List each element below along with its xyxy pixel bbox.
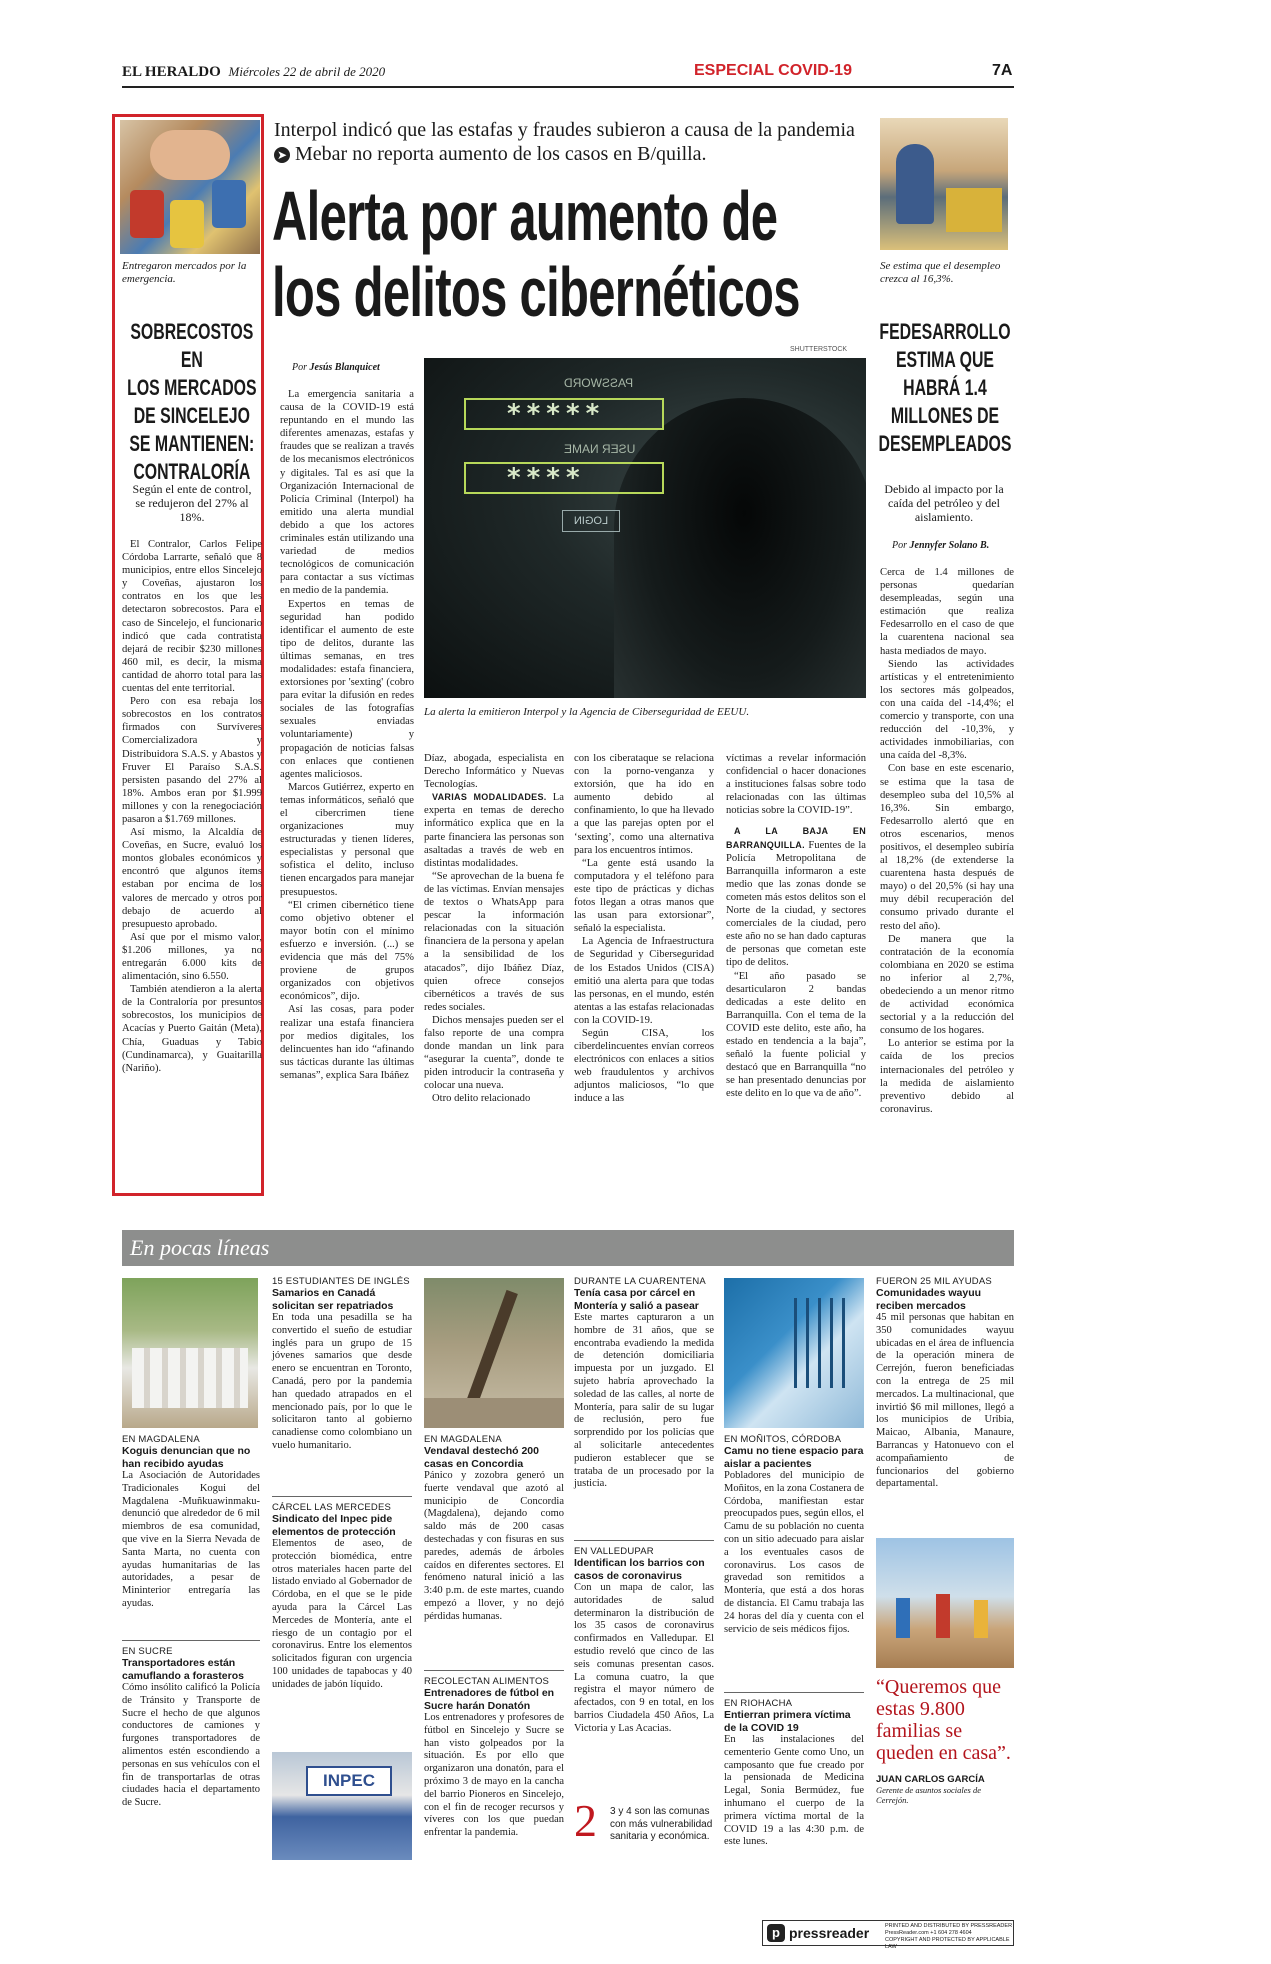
brief-title: Koguis denuncian que no han recibido ayudas [122,1445,251,1470]
brief-camu [724,1434,864,1636]
groceries-photo [120,120,260,254]
quote-box [876,1676,1014,1805]
inpec-building-photo [272,1752,412,1860]
paragraph-text: La experta en temas de derecho informático explica que en la parte financiera las personas son asaltadas a través de web en distintas modalidades. [424,792,564,869]
pressreader-info [885,1923,1013,1951]
main-photo-caption: La alerta la emitieron Interpol y la Agencia de Ciberseguridad de EEUU. [424,706,750,718]
can-yellow [170,200,204,248]
byline-prefix: Por [892,540,907,551]
pressreader-brand: pressreader [789,1925,870,1941]
username-field-art: **** [464,462,664,494]
brief-kicker: RECOLECTAN ALIMENTOS [424,1676,550,1687]
brief-title: Entrenadores de fútbol en Sucre harán Donatón [424,1687,555,1712]
brief-divider [424,1670,564,1671]
brief-kicker: EN SUCRE [122,1646,173,1657]
sidebar-right-headline [878,318,1012,458]
brief-title: Camu no tiene espacio para aislar a pacientes [724,1445,864,1470]
brief-text: Pánico y zozobra generó un fuerte vendaval que azotó al municipio de Concordia (Magdalena), dejando como saldo más de 200 casas destechadas y con fisuras en sus paredes, además de árboles caídos en diferentes sectores. El fenómeno natural inició a las 3:40 p.m. de este martes, cuando empezó a llover, y no dejó pérdidas humanas. [424,1470,564,1622]
byline-prefix: Por [292,362,307,373]
page-number: 7A [992,62,1013,79]
sidebar-left-headline-l1: SOBRECOSTOS EN [130,319,254,372]
brief-kicker: CÁRCEL LAS MERCEDES [272,1502,392,1513]
brief-samarios [272,1276,412,1453]
main-headline-l2: los delitos cibernéticos [272,253,800,331]
brief-divider [574,1540,714,1541]
paragraph: Dichos mensajes pueden ser el falso reporte de una compra donde mandan un link para “asegurar la cuenta”, donde te piden introducir la contraseña y colocar una nueva. [424,1014,564,1092]
brief-text: En toda una pesadilla se ha convertido el sueño de estudiar inglés para un grupo de 15 jóvenes samarios que desde enero se encuentran en Toronto, Canadá, pero por la pandemia han quedado atrapados en el mencionado país, por lo que le solicitaron tanto al gobierno canadiense como colombiano un vuelo humanitario. [272,1312,412,1451]
pressreader-line1: PRINTED AND DISTRIBUTED BY PRESSREADER [885,1923,1013,1929]
paragraph: “El año pasado se desarticularon 2 bandas dedicadas a este delito en Barranquilla. Con el tema de la COVID este delito, este año, ha estado en tendencia a la baja”, señaló la fuente policial y destacó que en Barranquilla “no se han presentado denuncias por este delito en lo que va de año”. [726,970,866,1100]
sidebar-right-dek: Debido al impacto por la caída del petróleo y del aislamiento. [884,482,1004,524]
brief-kicker: EN MAGDALENA [122,1434,200,1445]
main-col-2 [424,752,564,1106]
brief-title: Comunidades wayuu reciben mercados [876,1287,982,1312]
photo-credit: SHUTTERSTOCK [790,346,848,353]
paragraph: Pero con esa rebaja los sobrecostos en los contratos firmados con Survíveres Comercializadora y Distribuidora S.A.S. y Abastos y Fruver El Paraíso S.A.S. persisten pasando del 27% al 18%. Ambos eran por $1.999 millones y con la renegociación pasaron a $1.769 millones. [122,696,262,825]
ground [424,1398,564,1428]
pressreader-line2: PressReader.com +1 604 278 4604 [885,1930,972,1936]
overline-text-second: Mebar no reporta aumento de los casos en B/quilla. [295,143,707,165]
inpec-sign: INPEC [306,1766,392,1796]
username-label: USER NAME [564,442,636,456]
pressreader-line3: COPYRIGHT AND PROTECTED BY APPLICABLE LAW [885,1937,1010,1950]
paragraph: Lo anterior se estima por la caída de los precios internacionales del petróleo y la medida de aislamiento preventivo debido al coronavirus. [880,1038,1014,1115]
quote-role: Gerente de asuntos sociales de Cerrejón. [876,1785,981,1805]
main-byline [292,362,380,373]
brief-text: 45 mil personas que habitan en 350 comunidades wayuu ubicadas en el área de influencia de la operación minera de Cerrejón, fueron beneficiadas con la entrega de 25 mil mercados. La multinacional, que invirtió $6 mil millones, llegó a los municipios de Uribia, Maicao, Albania, Manaure, Barrancas y Hatonuevo con el acompañamiento de funcionarios del gobierno departamental. [876,1312,1014,1490]
stat-number: 2 [574,1795,597,1846]
brief-riohacha [724,1698,864,1849]
paragraph: La emergencia sanitaria a causa de la COVID-19 está repuntando en el mundo las diferentes amenazas, estafas y fraudes que se realizan a través de los mecanismos electrónicos y digitales. Tal es así que la Organización Internacional de Policía Criminal (Interpol) ha emitido una alerta mundial debido a que los actores criminales están utilizando una variedad de medios tecnológicos de comunicación para contactar a sus víctimas en medio de la pandemia. [280,389,414,597]
briefs-band [122,1230,1014,1266]
sidebar-right-headline-l1: FEDESARROLLO [879,319,1011,344]
people-shapes [132,1348,248,1408]
paragraph: Siendo las actividades artísticas y el entretenimiento los sectores más golpeados, con una caída del -14,4%; el comercio y transporte, con una reducción del -10,3%, y actividades inmobiliarias, con una caída del -8,3%. [880,658,1014,762]
brief-title: Vendaval destechó 200 casas en Concordia [424,1445,539,1470]
brief-text: Los entrenadores y profesores de fútbol en Sincelejo y Sucre se han visto golpeados por la situación. Es por ello que organizaron una donatón, para el próximo 3 de mayo en la cancha del barrio Pioneros en Sincelejo, con el fin de recoger recursos y víveres con los que puedan enfrentar la pandemia. [424,1712,564,1839]
sidebar-right-headline-l4: MILLONES DE [890,403,1000,428]
sidebar-right-headline-l5: DESEMPLEADOS [878,431,1012,456]
can-blue [212,180,246,228]
sidebar-left-caption: Entregaron mercados por la emergencia. [122,260,247,285]
sidebar-left-headline-l3: DE SINCELEJO [133,403,250,428]
brief-transportadores [122,1646,260,1810]
paragraph: Marcos Gutiérrez, experto en temas informáticos, señaló que el cibercrimen tiene organizaciones muy estructuradas y tienen líderes, especialistas y personal que sofistica el delito, incluso tienen encargados para manejar presupuestos. [280,781,414,898]
brief-text: En las instalaciones del cementerio Gente como Uno, un camposanto que fue creado por la pensionada de Medicina Legal, Sonia Bermúdez, fue inhumano el cuerpo de la primera víctima mortal de la COVID 19 a las 4:30 p.m. de este lunes. [724,1734,864,1848]
hooded-figure [614,398,866,698]
kogui-photo [122,1278,258,1428]
pressreader-badge [762,1920,1014,1950]
password-field-art: ***** [464,398,664,430]
brief-vendaval [424,1434,564,1624]
issue-date: Miércoles 22 de abril de 2020 [228,64,386,79]
briefs-band-title: En pocas líneas [130,1235,270,1260]
stat-box [574,1795,714,1860]
brief-title: Tenía casa por cárcel en Montería y salió a pasear [574,1287,699,1312]
main-col-1 [280,388,414,1082]
brief-title: Entierran primera víctima de la COVID 19 [724,1709,851,1734]
person-shape [936,1594,950,1638]
camu-room-photo [724,1278,864,1428]
paper-name: EL HERALDO [122,64,221,80]
paragraph: Con base en este escenario, se estima que la tasa de desempleo suba del 10,5% al 16,3%. Sin embargo, Fedesarrollo alertó que en otros escenarios, menos positivos, el desempleo subiría al 18,2% (de extenderse la cuarentena hasta después de mayo) o del 20,5% (si hay una muy débil recuperación del consumo privado durante el resto del año). [880,763,1014,932]
overline-text: Interpol indicó que las estafas y fraudes subieron a causa de la pandemia [274,119,855,141]
password-label: PASSWORD [564,376,634,390]
paragraph: Expertos en temas de seguridad han podido identificar el aumento de este tipo de delitos, durante las últimas semanas, en tres modalidades: estafa financiera, extorsiones por 'sexting' (cobro para evitar la difusión en redes sociales de las fotografías sexuales enviadas voluntariamente) y propagación de noticias falsas con enlaces que contienen agentes maliciosos. [280,598,414,780]
paragraph: Cerca de 1.4 millones de personas quedarían desempleadas, según una estimación que realiza Fedesarrollo en el caso de que la cuarentena nacional sea hasta mediados de mayo. [880,567,1014,657]
arrow-right-icon: ➤ [274,147,290,163]
brief-text: Cómo insólito calificó la Policía de Tránsito y Transporte de Sucre el hecho de que algunos conductores de camiones y furgones transportadores de alimentos estén escondiendo a personas en sus vehículos con el fin de transportarlas de otras ciudades hacia el departamento de Sucre. [122,1682,260,1809]
sidebar-left-headline-l2: LOS MERCADOS [127,375,257,400]
sidebar-left-body [122,538,262,1075]
brief-valledupar [574,1546,714,1736]
subhead-varias-modalidades: VARIAS MODALIDADES. [432,792,547,803]
paragraph-text: Fuentes de la Policía Metropolitana de Barranquilla informaron a este medio que las zonas donde se cometen más estos delitos son el Norte de la ciudad, y sectores comerciales de la ciudad, pero este año no se han dado capturas de personas que cometan este tipo de delitos. [726,839,866,969]
sidebar-right-headline-l3: HABRÁ 1.4 [903,375,987,400]
sidebar-left-dek: Según el ente de control, se redujeron del 27% al 18%. [132,482,252,524]
brief-title: Samarios en Canadá solicitan ser repatriados [272,1287,394,1312]
storm-photo [424,1278,564,1428]
sidebar-left-headline [122,318,262,486]
stat-text: 3 y 4 son las comunas con más vulnerabilidad sanitaria y económica. [610,1806,713,1842]
brief-casa-por-carcel [574,1276,714,1491]
main-headline [272,178,872,330]
quote-author: JUAN CARLOS GARCÍA [876,1774,985,1785]
brief-kicker: DURANTE LA CUARENTENA [574,1276,706,1287]
subhead-a-la-baja: A LA BAJA EN BARRANQUILLA. [726,826,866,850]
brief-divider [272,1496,412,1497]
main-col-3 [574,752,714,1106]
sidebar-right-byline [892,540,989,551]
brief-text: Este martes capturaron a un hombre de 31 años, que se encontraba evadiendo la medida de detención domiciliaria impuesta por un juzgado. El sujeto habría aprovechado la soledad de las calles, al norte de Montería, para salir de su lugar de reclusión, pero fue sorprendido por los policías que al solicitarle antecedentes pudieron establecer que se trataba de un procesado por la justicia. [574,1312,714,1490]
sidebar-right-headline-l2: ESTIMA QUE [895,347,994,372]
brief-inpec [272,1502,412,1692]
main-col-4 [726,752,866,1100]
paragraph: El Contralor, Carlos Felipe Córdoba Larrarte, señaló que 8 municipios, entre ellos Sincelejo y Coveñas, ajustaron los contratos en los que les detectaron sobrecostos. Para el caso de Sincelejo, el funcionario indicó que cada contratista dejará de recibir $230 millones 460 mil, es decir, la misma cantidad de ahorro total para las cuentas del ente territorial. [122,539,262,695]
hacker-photo [424,358,866,698]
brief-donaton [424,1676,564,1840]
paragraph: “La gente está usando la computadora y el teléfono para este tipo de prácticas y dichas fotos llegan a otras manos que las usan para extorsionar”, señaló la especialista. [574,857,714,935]
main-headline-l1: Alerta por aumento de [272,177,778,255]
sidebar-right-body [880,566,1014,1116]
person-shape [896,144,934,224]
cart-shape [946,188,1002,232]
brief-koguis [122,1434,260,1611]
can-red [130,190,164,238]
brief-kicker: 15 ESTUDIANTES DE INGLÉS [272,1276,410,1287]
wayuu-photo [876,1538,1014,1668]
paragraph: “Se aprovechan de la buena fe de las víctimas. Envían mensajes de textos o WhatsApp para pescar la información relacionadas con la situación financiera de la persona y apelan a la sensibilidad de los atacados”, dijo Ibáñez Díaz, quien ofrece consejos cibernéticos a través de sus redes sociales. [424,870,564,1013]
sidebar-left-headline-l5: CONTRALORÍA [133,459,251,484]
sidebar-left-headline-l4: SE MANTIENEN: [129,431,255,456]
brief-divider [122,1640,260,1641]
street-vendor-photo [880,118,1008,250]
paragraph: Díaz, abogada, especialista en Derecho Informático y Nuevas Tecnologías. [424,753,564,791]
section-tag: ESPECIAL COVID-19 [694,62,852,79]
window-bars [794,1298,854,1388]
pressreader-logo-icon: p [767,1924,785,1942]
hands-shape [150,130,230,180]
paragraph: víctimas a revelar información confidencial o hacer donaciones a instituciones falsas sobre todo relacionadas con las últimas noticias sobre la COVID-19”. [726,753,866,817]
byline-name: Jennyfer Solano B. [909,540,990,551]
brief-kicker: EN MAGDALENA [424,1434,502,1445]
login-button-art: LOGIN [562,510,620,532]
paragraph: La Agencia de Infraestructura de Seguridad y Ciberseguridad de los Estados Unidos (CISA) emitió una alerta para que todas las personas, en el mundo, estén atentas a las estafas relacionadas con la COVID-19. [574,936,714,1026]
brief-divider [724,1692,864,1693]
person-shape [974,1600,988,1638]
brief-text: Elementos de aseo, de protección biomédica, entre otros materiales hacen parte del listado enviado al Gobernador de Córdoba, en el que se le pide ayuda para la Cárcel Las Mercedes de Montería, ante el riesgo de un contagio por el coronavirus. Entre los elementos solicitados figuran con urgencia 100 unidades de tapabocas y 40 unidades de jabón líquido. [272,1538,412,1690]
paragraph: “El crimen cibernético tiene como objetivo obtener el mayor botín con el mínimo esfuerzo e inversión. (...) se evidencia que más del 75% proviene de grupos organizados con objetivos económicos”, dijo. [280,899,414,1003]
paragraph: De manera que la contratación de la economía colombiana en 2020 se estima no inferior al 2,7%, obedeciendo a un menor ritmo de actividad económica sectorial y a la reducción del consumo de los hogares. [880,933,1014,1037]
brief-title: Identifican los barrios con casos de coronavirus [574,1557,705,1582]
brief-kicker: FUERON 25 MIL AYUDAS [876,1276,992,1287]
paragraph: Otro delito relacionado [432,1093,531,1105]
paragraph: Así que por el mismo valor, $1.206 millones, ya no entregarán 6.000 kits de alimentación, sino 6.550. [122,931,262,983]
brief-text: Con un mapa de calor, las autoridades de salud determinaron la distribución de los 35 casos de coronavirus confirmados en Valledupar. El estudio reveló que cinco de las seis comunas presentan casos. La comuna cuatro, la que registra el mayor número de afectados, con 9 en total, en los barrios Ciudadela 450 Años, La Victoria y Las Acacias. [574,1582,714,1734]
brief-kicker: EN MOÑITOS, CÓRDOBA [724,1434,842,1445]
brief-kicker: EN VALLEDUPAR [574,1546,654,1557]
header-rule [122,86,1014,88]
main-overline [274,118,864,166]
paragraph: con los ciberataque se relaciona con la porno-venganza y extorsión, que ha ido en aumento debido al confinamiento, lo que ha llevado a que las parejas opten por el ‘sexting’, como una alternativa para los encuentros íntimos. [574,753,714,856]
brief-title: Sindicato del Inpec pide elementos de protección [272,1513,396,1538]
brief-kicker: EN RIOHACHA [724,1698,793,1709]
brief-text: La Asociación de Autoridades Tradicionales Kogui del Magdalena -Muñkuawinmaku- denunció que alrededor de 6 mil miembros de esa comunidad, que vive en la Sierra Nevada de Santa Marta, no cuenta con ayudas humanitarias de las autoridades, a pesar de Mininterior entregaría las ayudas. [122,1470,260,1609]
brief-text: Pobladores del municipio de Moñitos, en la zona Costanera de Córdoba, manifiestan estar preocupados pues, según ellos, el Camu de su población no cuenta con un sitio adecuado para aislar a los eventuales casos de coronavirus. Los casos de gravedad son remitidos a Montería, que está a dos horas de distancia. El Camu trabaja las 24 horas del día y cuenta con el servicio de seis médicos fijos. [724,1470,864,1635]
paragraph: También atendieron a la alerta de la Contraloría por presuntos sobrecostos, los municipios de Acacías y Puerto Gaitán (Meta), Chía, Guaduas y Tabio (Cundinamarca), y Guaitarilla (Nariño). [122,984,262,1074]
brief-title: Transportadores están camuflando a forasteros [122,1657,244,1682]
person-shape [896,1598,910,1638]
masthead [122,64,385,81]
quote-text: “Queremos que estas 9.800 familias se queden en casa”. [876,1676,1011,1764]
byline-name: Jesús Blanquicet [309,362,380,373]
sidebar-right-caption: Se estima que el desempleo crezca al 16,3%. [880,260,1001,285]
paragraph: Así mismo, la Alcaldía de Coveñas, en Sucre, evaluó los montos globales económicos y encontró que algunos ítems estaban por encima de los valores de mercado y otros por debajo de acuerdo al presupuesto aprobado. [122,827,262,930]
paragraph: Así las cosas, para poder realizar una estafa financiera por medios digitales, los delincuentes han ido “afinando sus tácticas durante las últimas semanas”, explica Sara Ibáñez [280,1004,414,1081]
paragraph: Según CISA, los ciberdelincuentes envían correos electrónicos con enlaces a sitios web fraudulentos y archivos adjuntos maliciosos, “lo que induce a las [574,1027,714,1105]
brief-wayuu [876,1276,1014,1491]
